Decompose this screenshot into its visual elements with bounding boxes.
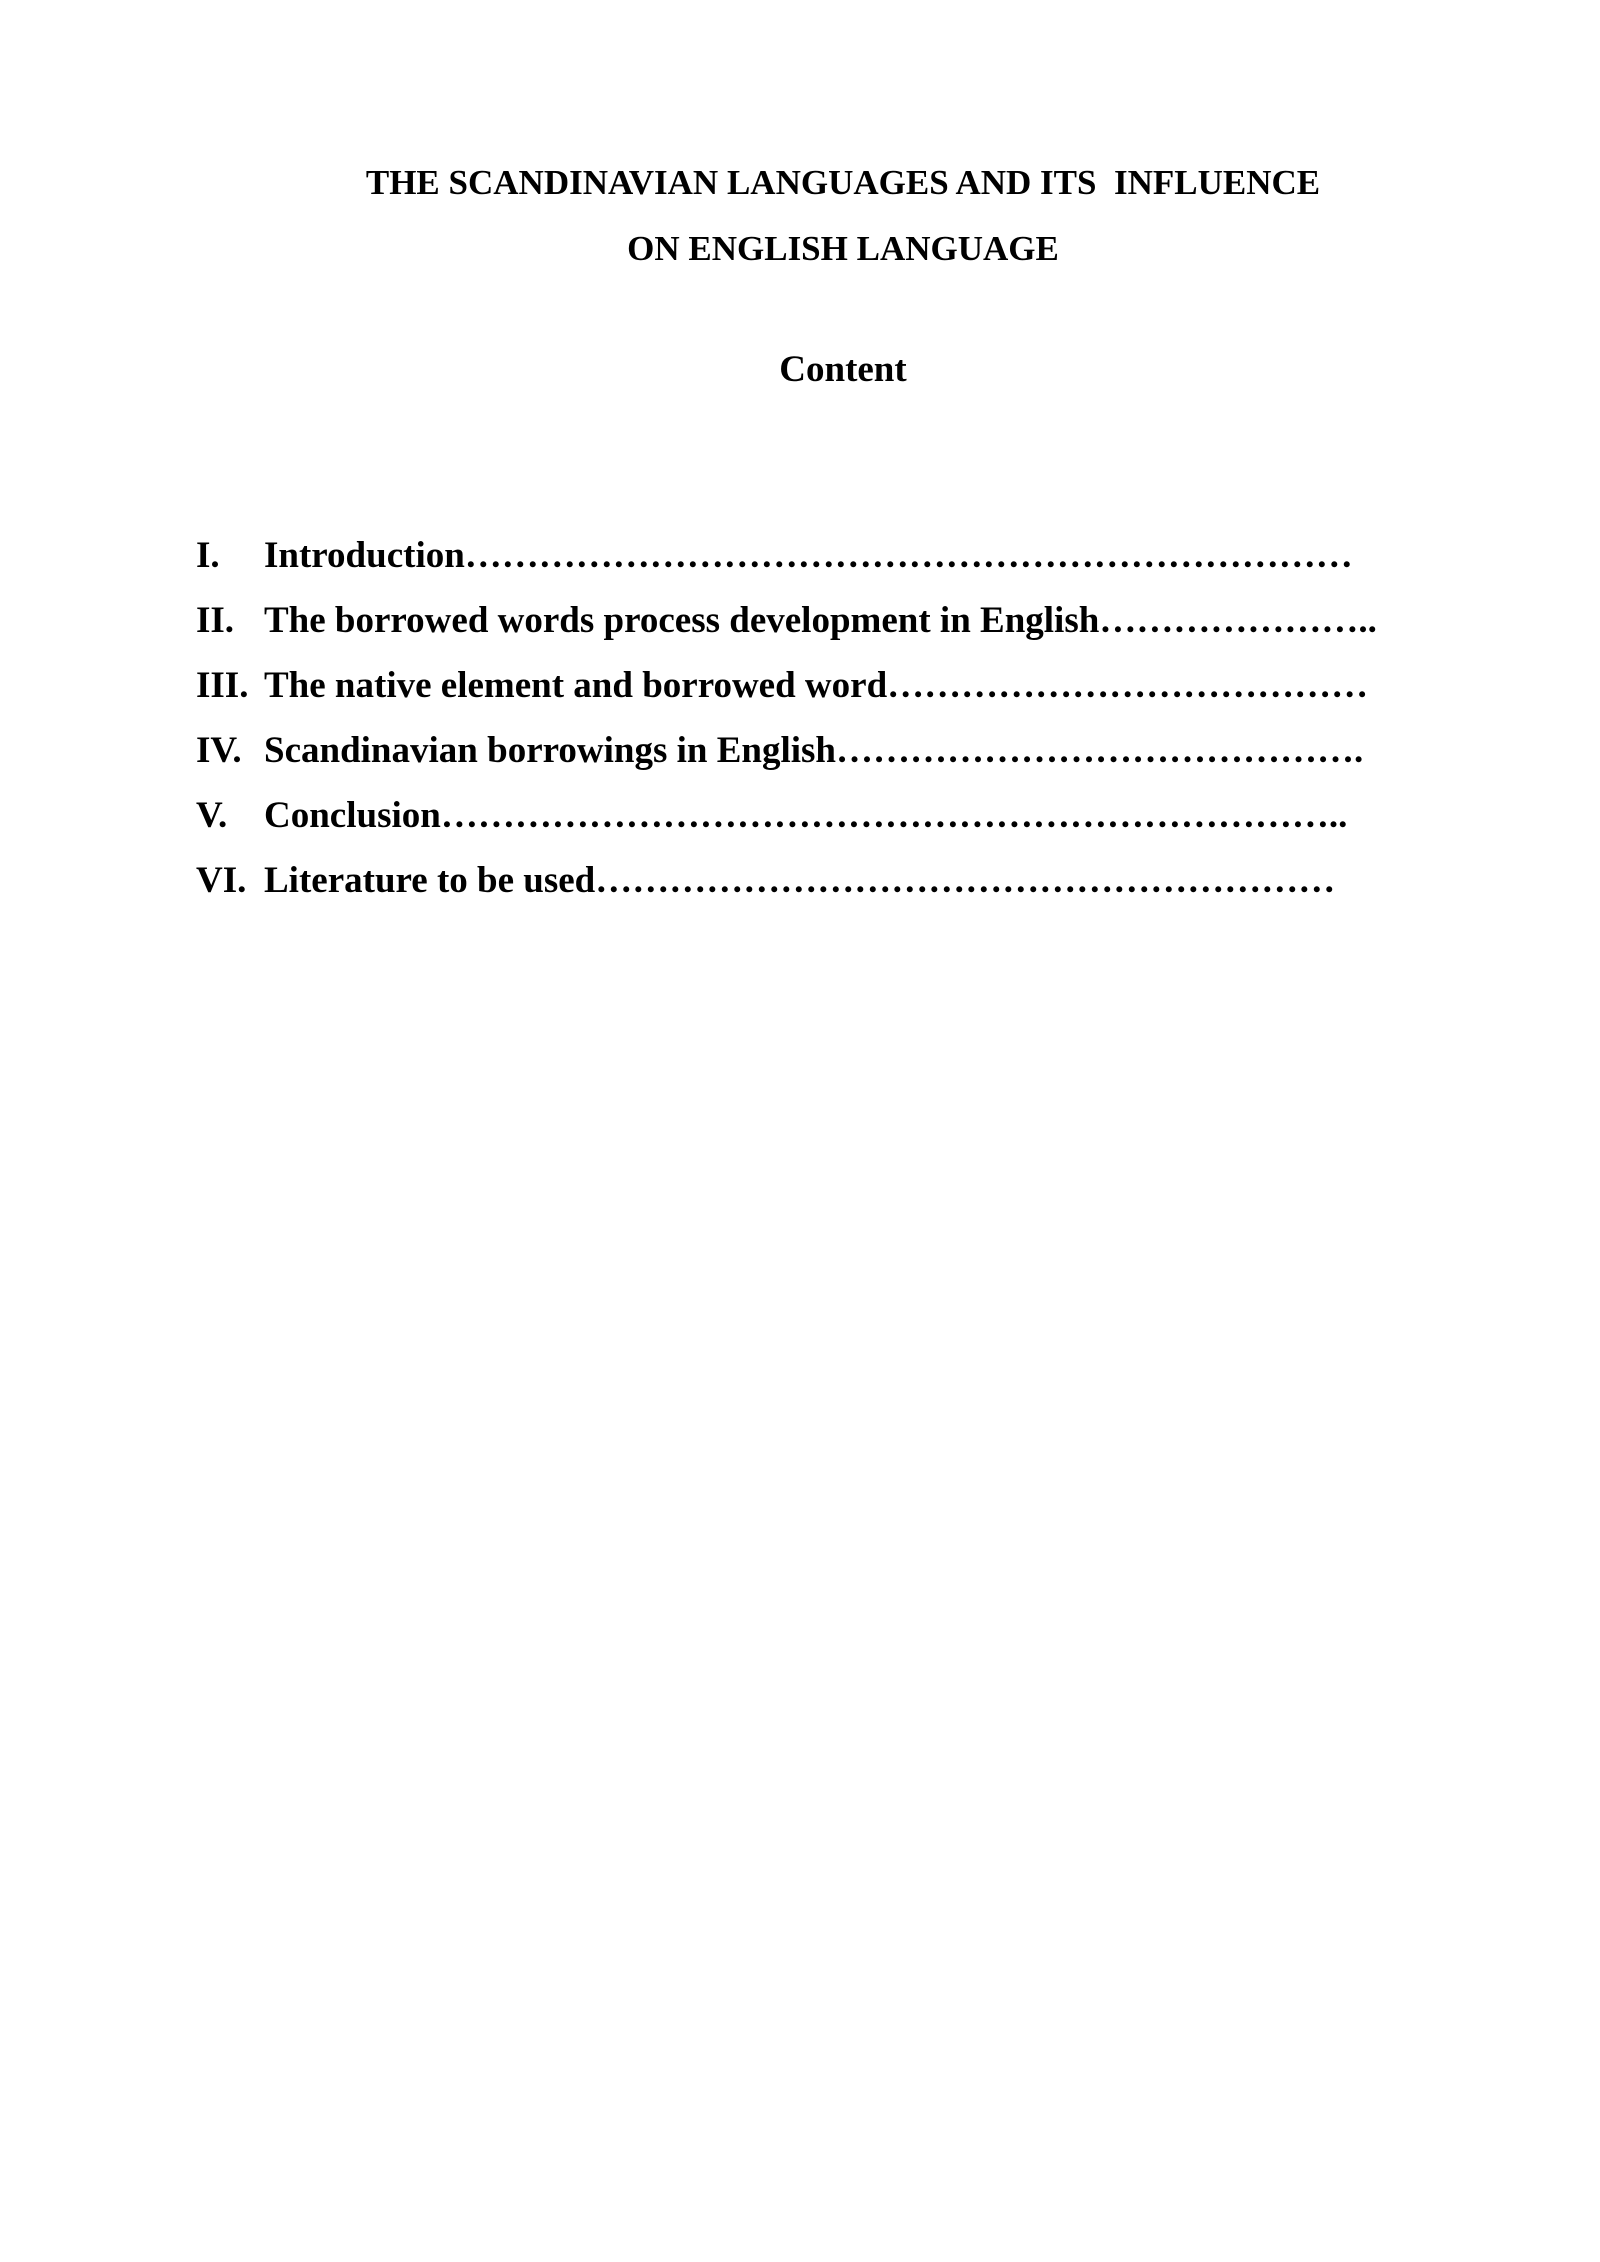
toc-entry-text: Scandinavian borrowings in English……………………………………. [264, 730, 1364, 771]
toc-number: VI. [196, 860, 247, 901]
toc-number: V. [196, 795, 228, 836]
toc-number: I. [196, 535, 220, 576]
title-line-1: THE SCANDINAVIAN LANGUAGES AND ITS INFLUENCE [365, 163, 1321, 202]
toc-item-native-element [196, 660, 1446, 725]
toc-entry-text: Introduction……………………………………………………………… [264, 535, 1353, 576]
toc-item-introduction [196, 530, 1446, 595]
toc-number: II. [196, 600, 235, 641]
toc-number: III. [196, 665, 249, 706]
toc-item-conclusion [196, 790, 1446, 855]
toc-item-borrowed-words-process [196, 595, 1446, 660]
toc-item-literature [196, 855, 1446, 920]
document-title [0, 150, 1600, 282]
toc-entry-text: The borrowed words process development in English………………….. [264, 600, 1377, 641]
title-line-2: ON ENGLISH LANGUAGE [627, 229, 1059, 268]
content-heading: Content [779, 349, 907, 390]
toc-entry-text: Literature to be used…………………………………………………… [264, 860, 1336, 901]
toc-entry-text: The native element and borrowed word………………………………… [264, 665, 1369, 706]
toc-entry-text: Conclusion……………………………………………………………….. [264, 795, 1348, 836]
toc-number: IV. [196, 730, 242, 771]
table-of-contents [196, 530, 1446, 920]
toc-item-scandinavian-borrowings [196, 725, 1446, 790]
